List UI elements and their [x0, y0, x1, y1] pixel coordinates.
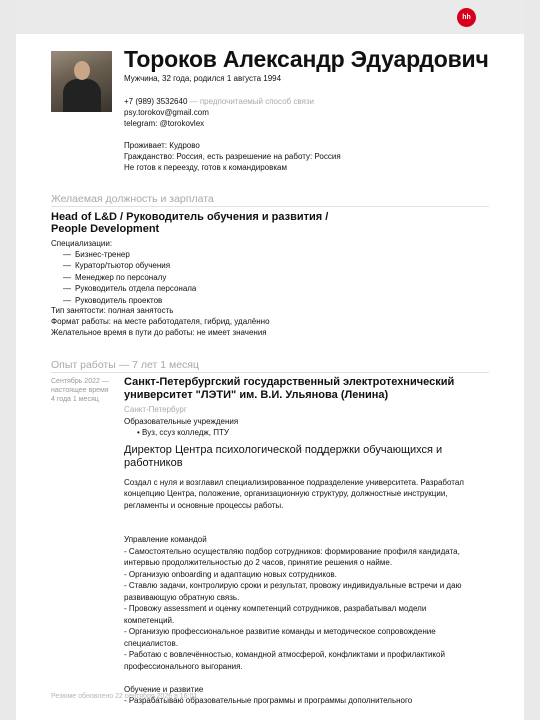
desc-line: развивающую обратную связь.	[124, 592, 240, 602]
period-duration: 4 года 1 месяц	[51, 396, 99, 403]
candidate-summary: Мужчина, 32 года, родился 1 августа 1994	[124, 74, 282, 83]
commute-time: Желательное время в пути до работы: не имеет значения	[51, 328, 267, 337]
telegram-contact[interactable]: telegram: @torokovlex	[124, 119, 205, 128]
employer-industry: Образовательные учреждения	[124, 416, 239, 426]
specializations-label: Специализации:	[51, 239, 113, 248]
desc-line: профессионального выгорания.	[124, 661, 243, 671]
desc-line: Управление командой	[124, 535, 207, 544]
employer-name-line2: университет "ЛЭТИ" им. В.И. Ульянова (Ленина)	[124, 389, 389, 401]
email-link[interactable]: psy.torokov@gmail.com	[124, 108, 209, 117]
phone-note: — предпочитаемый способ связи	[187, 97, 314, 106]
list-item: — Менеджер по персоналу	[51, 272, 196, 283]
hh-logo[interactable]: hh	[457, 8, 476, 27]
experience-section-title: Опыт работы — 7 лет 1 месяц	[51, 359, 489, 373]
desc-line: - Самостоятельно осуществляю подбор сотрудников: формирование профиля кандидата,	[124, 546, 460, 556]
desc-line: - Работаю с вовлечённостью, командной атмосферой, конфликтами и профилактикой	[124, 650, 445, 659]
desc-line: специалистов.	[124, 638, 178, 648]
list-item: — Бизнес-тренер	[51, 249, 196, 260]
employer-city: Санкт-Петербург	[124, 405, 187, 414]
desc-line: Обучение и развитие	[124, 684, 204, 694]
job-period	[51, 377, 119, 404]
desc-line	[124, 523, 489, 535]
desc-line: Создал с нуля и возглавил специализированное подразделение университета. Разработал	[124, 477, 464, 487]
employment-type: Тип занятости: полная занятость	[51, 306, 174, 315]
desired-title-line2: People Development	[51, 223, 160, 235]
candidate-name: Тороков Александр Эдуардович	[124, 46, 489, 72]
desc-line: компетенций.	[124, 615, 175, 625]
resume-page	[16, 0, 524, 720]
desc-line: интервью продолжительностью до 2 часов, принятие решения о найме.	[124, 558, 393, 567]
residence: Проживает: Кудрово	[124, 141, 200, 150]
desired-title-line1: Head of L&D / Руководитель обучения и развития /	[51, 211, 329, 223]
employer-name: Санкт-Петербургский государственный электротехнический	[124, 376, 455, 388]
employer-industry-item: • Вуз, ссуз колледж, ПТУ	[137, 428, 229, 437]
desired-section-title: Желаемая должность и зарплата	[51, 193, 489, 207]
avatar	[51, 51, 112, 112]
relocation: Не готов к переезду, готов к командировкам	[124, 163, 287, 172]
list-item: — Руководитель отдела персонала	[51, 283, 196, 294]
job-description	[124, 477, 489, 707]
desc-line: регламенты и основные процессы работы.	[124, 500, 284, 510]
specializations-list	[51, 249, 196, 306]
desc-line: - Ставлю задачи, контролирую сроки и результат, провожу индивидуальные встречи и даю	[124, 581, 462, 590]
desc-line: - Разрабатываю образовательные программы и программы дополнительного	[124, 696, 413, 705]
desc-line	[124, 511, 489, 523]
desc-line	[124, 672, 489, 684]
citizenship: Гражданство: Россия, есть разрешение на работу: Россия	[124, 152, 341, 161]
phone-number[interactable]: +7 (989) 3532640	[124, 97, 188, 106]
work-format: Формат работы: на месте работодателя, гибрид, удалённо	[51, 317, 270, 326]
list-item: — Руководитель проектов	[51, 295, 196, 306]
desc-line: - Организую onboarding и адаптацию новых сотрудников.	[124, 569, 337, 579]
list-item: — Куратор/тьютор обучения	[51, 260, 196, 271]
period-end: настоящее время	[51, 387, 109, 394]
position-title: Директор Центра психологической поддержки обучающихся и	[124, 443, 443, 456]
desc-line: - Организую профессиональное развитие команды и методическое сопровождение	[124, 627, 436, 636]
phone-row	[124, 96, 314, 108]
desc-line: концепцию Центра, положение, организационную структуру, должностные инструкции,	[124, 489, 448, 498]
resume-updated: Резюме обновлено 22 сентября 2026 в 16:01	[51, 693, 198, 700]
desc-line: - Провожу assessment и оценку компетенций сотрудников, разрабатывал модели	[124, 604, 427, 613]
period-start: Сентябрь 2022 —	[51, 378, 109, 385]
position-title-line2: работников	[124, 456, 183, 469]
job-entry	[124, 376, 489, 707]
top-bar	[16, 0, 524, 34]
